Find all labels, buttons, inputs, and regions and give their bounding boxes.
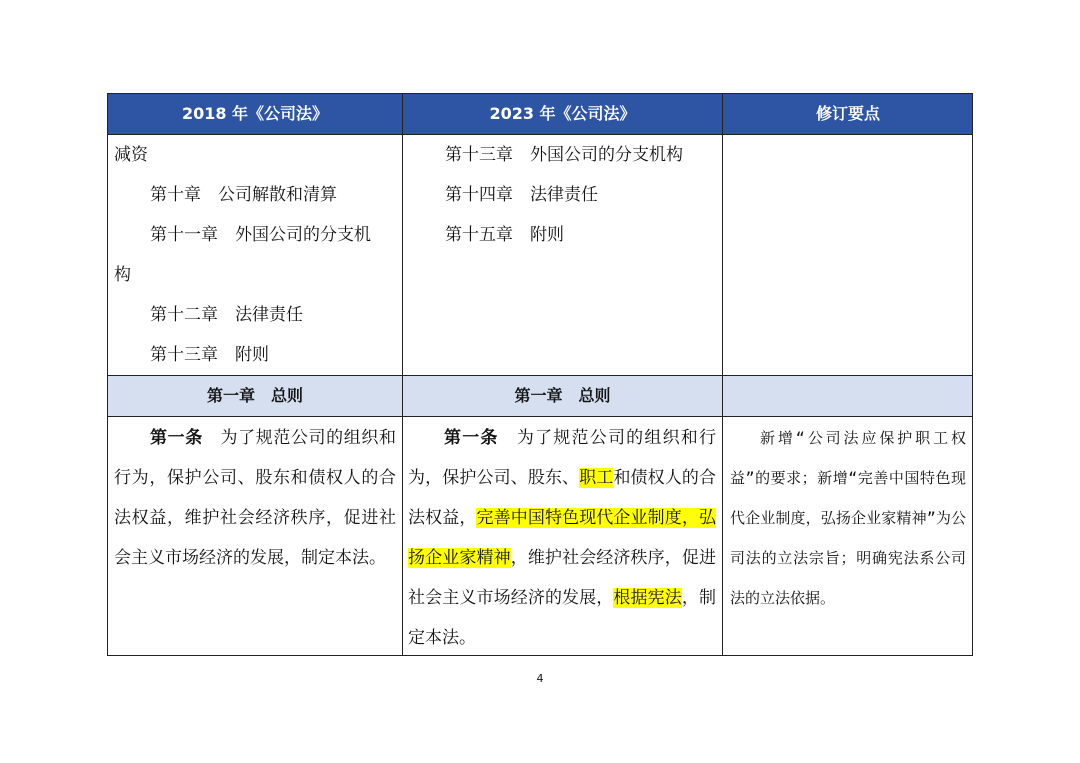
page-number: 4 xyxy=(536,672,544,685)
article-text: 和债权人的合法权益， xyxy=(408,468,717,528)
toc-2018-line: 第十二章 法律责任 xyxy=(150,305,303,325)
header-2018-law: 2018 年《公司法》 xyxy=(181,104,329,123)
highlight-added-text: 完善中国特色现代企业制度，弘扬企业家精神 xyxy=(408,508,717,568)
article-text: ，制定本法。 xyxy=(408,588,717,648)
row-divider xyxy=(108,375,972,376)
toc-2018-line: 减资 xyxy=(114,145,148,165)
row-divider xyxy=(108,134,972,135)
header-revision-points: 修订要点 xyxy=(815,104,880,123)
article-text: 为了规范公司的组织和行为，保护公司、股东和债权人的合法权益，维护社会经济秩序，促进社会主义市场经济的发展，制定本法。 xyxy=(114,428,397,568)
toc-2023-line: 第十五章 附则 xyxy=(445,225,564,245)
toc-2023-line: 第十四章 法律责任 xyxy=(445,185,598,205)
highlight-added-text: 根据宪法 xyxy=(613,588,682,608)
article-lead: 第一条 xyxy=(444,428,499,448)
article-text: 为了规范公司的组织和行为，保护公司、股东、 xyxy=(408,428,717,488)
row-divider xyxy=(108,416,972,417)
toc-2018-line: 第十三章 附则 xyxy=(150,345,269,365)
article-lead: 第一条 xyxy=(150,428,203,448)
chapter-header-2023: 第一章 总则 xyxy=(514,386,611,405)
revision-note: 新增“公司法应保护职工权益”的要求；新增“完善中国特色现代企业制度，弘扬企业家精神”为公司法的立法宗旨；明确宪法系公司法的立法依据。 xyxy=(730,429,966,607)
article-1-2018 xyxy=(114,418,396,578)
toc-2023-line: 第十三章 外国公司的分支机构 xyxy=(445,145,683,165)
article-1-2023 xyxy=(408,418,716,658)
toc-2018-line: 构 xyxy=(114,265,131,285)
highlight-added-text: 职工 xyxy=(579,468,614,488)
toc-2018-line: 第十一章 外国公司的分支机 xyxy=(150,225,371,245)
comparison-table xyxy=(107,93,973,656)
chapter-header-notes xyxy=(723,375,973,416)
header-2023-law: 2023 年《公司法》 xyxy=(489,104,636,123)
chapter-header-2018: 第一章 总则 xyxy=(206,386,303,405)
article-text: ，维护社会经济秩序，促进社会主义市场经济的发展， xyxy=(408,548,717,608)
toc-2018-line: 第十章 公司解散和清算 xyxy=(150,185,337,205)
